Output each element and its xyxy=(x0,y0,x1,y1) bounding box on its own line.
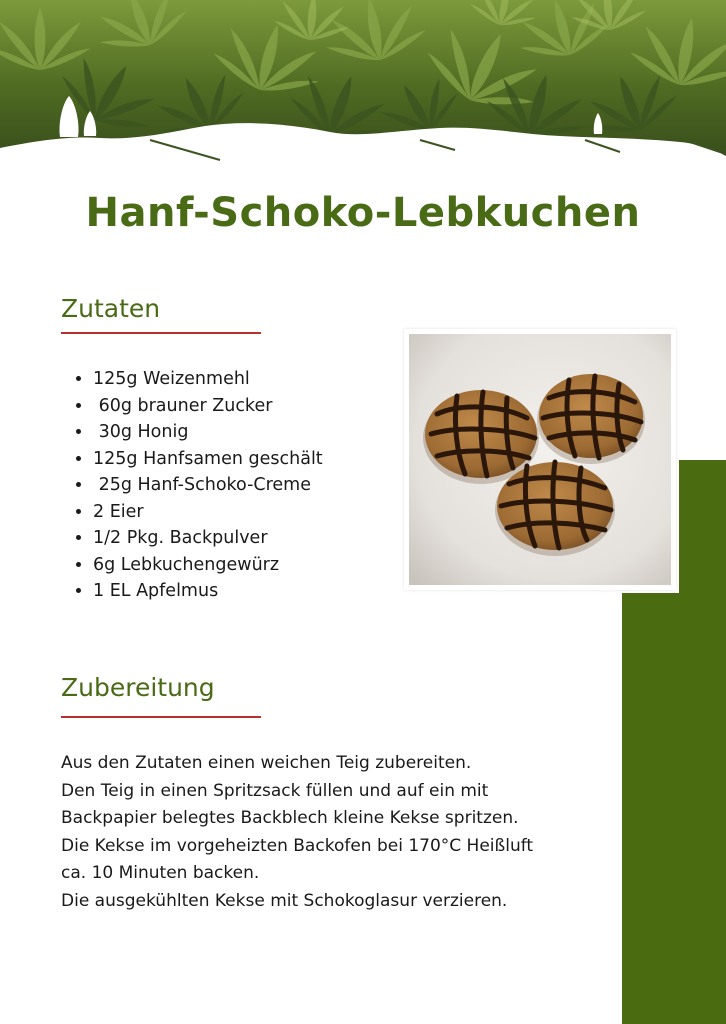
hemp-leaves-banner xyxy=(0,0,726,175)
instruction-line: Die Kekse im vorgeheizten Backofen bei 170°C Heißluft xyxy=(61,835,534,856)
green-accent-block xyxy=(622,593,726,1024)
ingredient-item: • 1 EL Apfelmus xyxy=(93,578,323,605)
preparation-instructions xyxy=(61,750,621,915)
instruction-line: Aus den Zutaten einen weichen Teig zubereiten. xyxy=(61,753,472,773)
ingredient-item: • 60g brauner Zucker xyxy=(93,393,323,420)
ingredient-item: • 125g Weizenmehl xyxy=(93,366,323,393)
ingredient-item: • 2 Eier xyxy=(93,499,323,526)
ingredient-item: • 25g Hanf-Schoko-Creme xyxy=(93,472,323,499)
ingredients-heading: Zutaten xyxy=(61,294,161,323)
cookie-photo xyxy=(409,334,671,585)
instruction-line: Den Teig in einen Spritzsack füllen und auf ein mit xyxy=(61,780,489,801)
ingredient-item: • 6g Lebkuchengewürz xyxy=(93,552,323,579)
instruction-line: Die ausgekühlten Kekse mit Schokoglasur verzieren. xyxy=(61,890,508,911)
preparation-heading: Zubereitung xyxy=(61,673,215,702)
ingredient-item: • 30g Honig xyxy=(93,419,323,446)
instruction-line: ca. 10 Minuten backen. xyxy=(61,863,260,883)
ingredient-item: • 125g Hanfsamen geschält xyxy=(93,446,323,473)
preparation-divider xyxy=(61,716,261,718)
instruction-line: Backpapier belegtes Backblech kleine Kekse spritzen. xyxy=(61,808,519,828)
ingredient-item: • 1/2 Pkg. Backpulver xyxy=(93,525,323,552)
page-title: Hanf-Schoko-Lebkuchen xyxy=(85,190,641,236)
ingredient-list xyxy=(75,366,323,605)
ingredients-divider xyxy=(61,332,261,334)
cookie-photo-frame xyxy=(404,329,676,590)
